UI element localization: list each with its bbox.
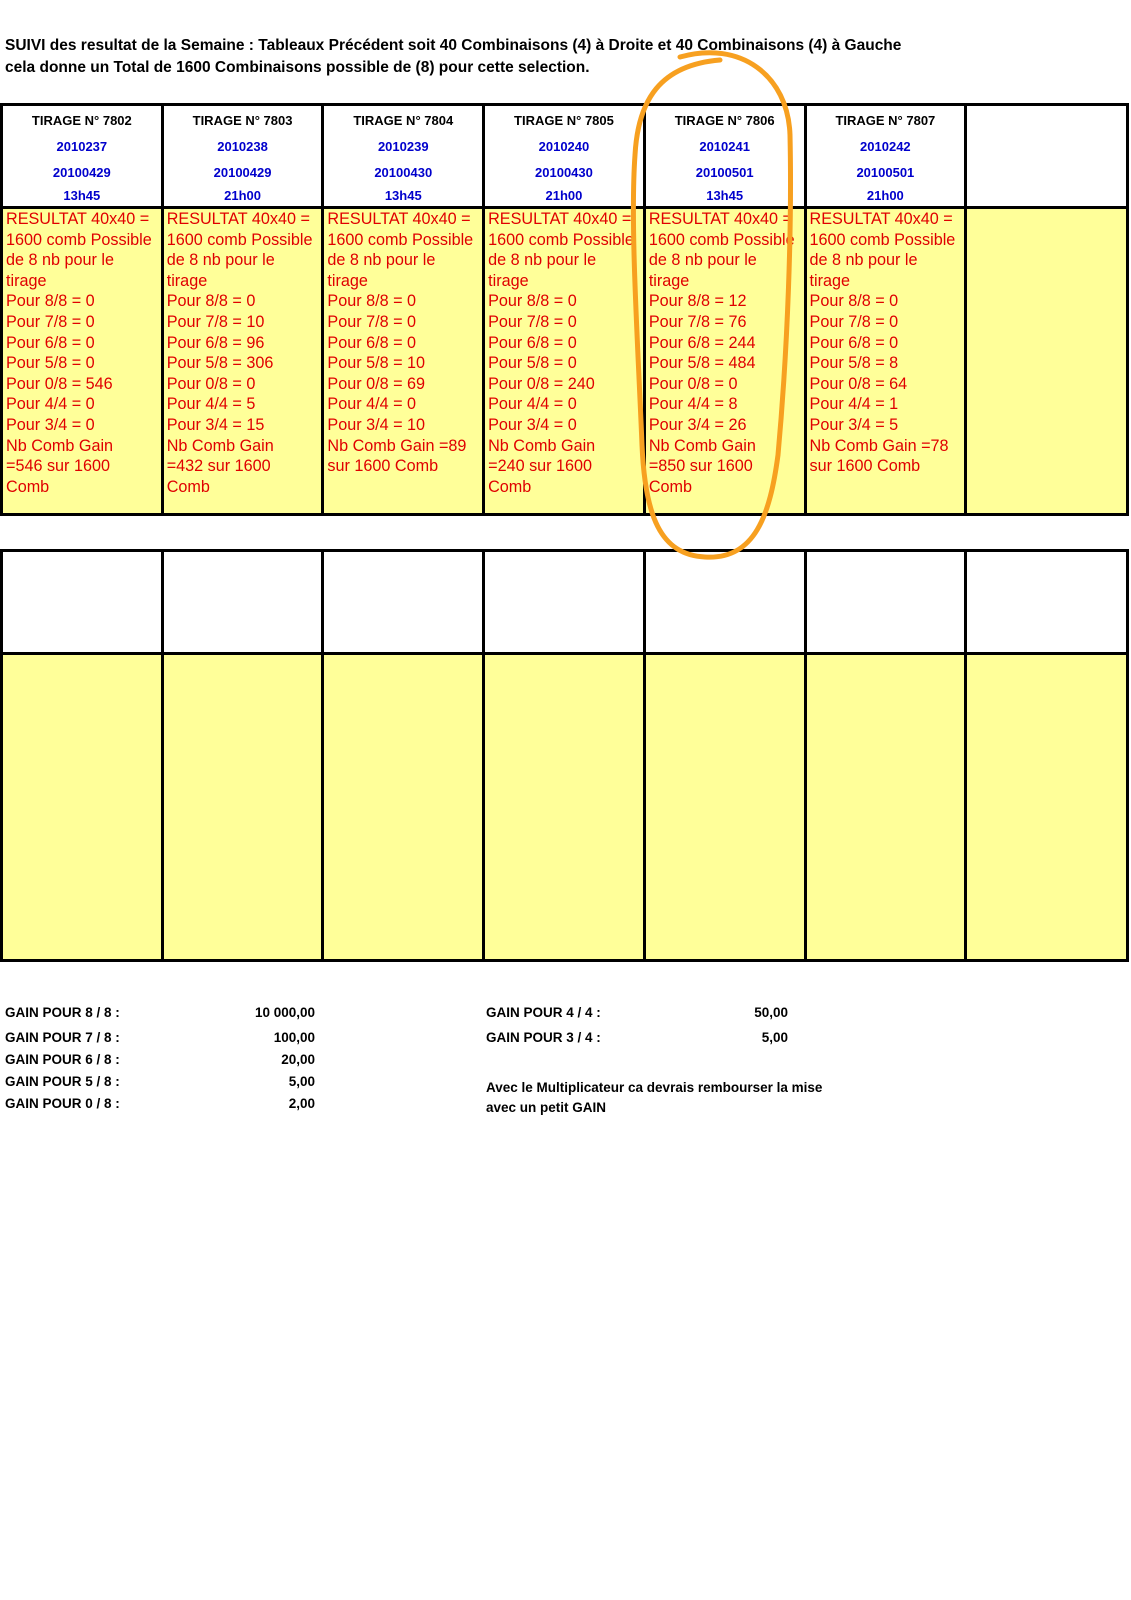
- result-cell-empty: [966, 208, 1128, 515]
- result-line: RESULTAT 40x40 =: [327, 210, 471, 228]
- tirage-date: 20100430: [535, 165, 593, 180]
- gain-label: GAIN POUR 3 / 4 :: [486, 1030, 601, 1045]
- result-7-8: Pour 7/8 = 0: [327, 312, 417, 331]
- header-cell: [644, 105, 805, 208]
- result-cell: [484, 208, 645, 515]
- result-line: tirage: [327, 271, 368, 290]
- result-8-8: Pour 8/8 = 0: [488, 292, 577, 311]
- gain-label: GAIN POUR 6 / 8 :: [5, 1052, 120, 1067]
- tirage-label: TIRAGE N° 7807: [835, 113, 936, 128]
- result-line: tirage: [488, 271, 529, 290]
- gain-summary-line: Comb: [166, 477, 210, 496]
- result-0-8: Pour 0/8 = 0: [166, 374, 256, 393]
- result-3-4: Pour 3/4 = 5: [809, 415, 899, 434]
- empty-results-row: [2, 654, 1128, 961]
- empty-header-cell: [2, 551, 163, 654]
- gain-summary-line: Comb: [648, 477, 692, 496]
- result-cell: [162, 208, 323, 515]
- result-8-8: Pour 8/8 = 0: [809, 292, 899, 311]
- tirage-code: 2010239: [377, 139, 429, 154]
- result-6-8: Pour 6/8 = 0: [327, 333, 417, 352]
- result-5-8: Pour 5/8 = 0: [488, 354, 577, 373]
- result-line: de 8 nb pour le: [6, 251, 115, 270]
- result-3-4: Pour 3/4 = 10: [327, 415, 426, 434]
- multiplier-note: [486, 1078, 822, 1118]
- result-6-8: Pour 6/8 = 0: [6, 333, 95, 352]
- gain-summary-line: =850 sur 1600: [648, 457, 753, 476]
- result-8-8: Pour 8/8 = 0: [6, 292, 95, 311]
- result-cell: [323, 208, 484, 515]
- gain-summary-line: Nb Comb Gain =78: [809, 436, 949, 455]
- tirage-date: 20100501: [695, 165, 754, 180]
- empty-header-cell: [966, 551, 1128, 654]
- result-3-4: Pour 3/4 = 26: [648, 415, 747, 434]
- result-4-4: Pour 4/4 = 0: [6, 395, 95, 414]
- result-line: 1600 comb Possible: [648, 230, 795, 249]
- gain-summary-line: Nb Comb Gain: [648, 436, 756, 455]
- result-6-8: Pour 6/8 = 244: [648, 333, 756, 352]
- result-line: RESULTAT 40x40 =: [6, 210, 150, 228]
- intro-line-2: cela donne un Total de 1600 Combinaisons possible de (8) pour cette selection.: [5, 59, 590, 76]
- tirage-code: 2010242: [860, 139, 911, 154]
- header-cell: [323, 105, 484, 208]
- empty-result-cell: [805, 654, 966, 961]
- gain-value: 100,00: [273, 1030, 315, 1045]
- empty-header-cell: [805, 551, 966, 654]
- empty-results-table: [0, 549, 1129, 962]
- result-line: tirage: [166, 271, 208, 290]
- gain-summary-line: sur 1600 Comb: [327, 457, 439, 476]
- empty-header-cell: [323, 551, 484, 654]
- result-line: 1600 comb Possible: [488, 230, 634, 249]
- header-cell: [805, 105, 966, 208]
- tirage-label: TIRAGE N° 7803: [192, 113, 293, 128]
- gain-label: GAIN POUR 4 / 4 :: [486, 1005, 601, 1020]
- header-cell: [2, 105, 163, 208]
- result-5-8: Pour 5/8 = 8: [809, 354, 899, 373]
- result-3-4: Pour 3/4 = 15: [166, 415, 265, 434]
- result-line: de 8 nb pour le: [327, 251, 436, 270]
- result-line: 1600 comb Possible: [6, 230, 152, 249]
- gain-value: 5,00: [761, 1030, 788, 1045]
- tirage-code: 2010238: [217, 139, 268, 154]
- result-line: tirage: [6, 271, 47, 290]
- result-0-8: Pour 0/8 = 69: [327, 374, 426, 393]
- gains-left-list: [5, 1005, 315, 1125]
- tirage-code: 2010237: [56, 139, 108, 154]
- result-line: de 8 nb pour le: [166, 251, 275, 270]
- result-0-8: Pour 0/8 = 0: [648, 374, 738, 393]
- tirage-code: 2010240: [538, 139, 590, 154]
- empty-result-cell: [966, 654, 1128, 961]
- result-8-8: Pour 8/8 = 12: [648, 292, 747, 311]
- header-cell-empty: [966, 105, 1128, 208]
- tirage-date: 20100501: [856, 165, 915, 180]
- result-line: de 8 nb pour le: [809, 251, 918, 270]
- header-row: [2, 105, 1128, 208]
- gain-value: 2,00: [288, 1096, 315, 1111]
- header-cell: [484, 105, 645, 208]
- result-cell: [644, 208, 805, 515]
- result-0-8: Pour 0/8 = 64: [809, 374, 908, 393]
- gain-summary-line: =546 sur 1600: [6, 457, 110, 476]
- result-line: RESULTAT 40x40 =: [166, 210, 310, 228]
- result-line: RESULTAT 40x40 =: [809, 210, 953, 228]
- result-0-8: Pour 0/8 = 546: [6, 374, 113, 393]
- empty-header-row: [2, 551, 1128, 654]
- gain-summary-line: Nb Comb Gain: [166, 436, 274, 455]
- empty-result-cell: [484, 654, 645, 961]
- result-line: RESULTAT 40x40 =: [648, 210, 793, 228]
- result-line: tirage: [648, 271, 690, 290]
- gain-summary-line: Comb: [488, 477, 532, 496]
- gain-summary-line: =240 sur 1600: [488, 457, 593, 476]
- result-0-8: Pour 0/8 = 240: [488, 374, 595, 393]
- results-table: [0, 103, 1129, 516]
- result-7-8: Pour 7/8 = 0: [809, 312, 899, 331]
- gain-summary-line: Nb Comb Gain =89: [327, 436, 467, 455]
- gain-label: GAIN POUR 0 / 8 :: [5, 1096, 120, 1111]
- result-3-4: Pour 3/4 = 0: [488, 415, 577, 434]
- result-line: tirage: [809, 271, 851, 290]
- gain-summary-line: Nb Comb Gain: [488, 436, 596, 455]
- tirage-time: 13h45: [384, 188, 422, 203]
- result-line: de 8 nb pour le: [648, 251, 757, 270]
- gain-label: GAIN POUR 8 / 8 :: [5, 1005, 120, 1020]
- result-6-8: Pour 6/8 = 0: [488, 333, 577, 352]
- gain-value: 5,00: [288, 1074, 315, 1089]
- empty-result-cell: [644, 654, 805, 961]
- gain-summary-line: Comb: [6, 477, 50, 496]
- result-4-4: Pour 4/4 = 8: [648, 395, 738, 414]
- tirage-label: TIRAGE N° 7804: [353, 113, 454, 128]
- gain-label: GAIN POUR 5 / 8 :: [5, 1074, 120, 1089]
- gain-label: GAIN POUR 7 / 8 :: [5, 1030, 120, 1045]
- note-line: avec un petit GAIN: [486, 1100, 607, 1115]
- result-cell: [805, 208, 966, 515]
- gain-value: 50,00: [754, 1005, 788, 1020]
- empty-result-cell: [2, 654, 163, 961]
- result-6-8: Pour 6/8 = 96: [166, 333, 265, 352]
- tirage-time: 21h00: [224, 188, 261, 203]
- intro-text: [5, 35, 1105, 79]
- tirage-date: 20100430: [374, 165, 433, 180]
- result-line: de 8 nb pour le: [488, 251, 597, 270]
- empty-header-cell: [644, 551, 805, 654]
- tirage-label: [967, 108, 1126, 134]
- gain-value: 10 000,00: [254, 1005, 315, 1020]
- empty-result-cell: [323, 654, 484, 961]
- result-5-8: Pour 5/8 = 484: [648, 354, 756, 373]
- tirage-date: 20100429: [52, 165, 111, 180]
- gain-summary-line: Nb Comb Gain: [6, 436, 114, 455]
- gain-summary-line: =432 sur 1600: [166, 457, 271, 476]
- tirage-label: TIRAGE N° 7806: [674, 113, 775, 128]
- result-7-8: Pour 7/8 = 76: [648, 312, 747, 331]
- gain-summary-line: sur 1600 Comb: [809, 457, 921, 476]
- tirage-date: 20100429: [213, 165, 272, 180]
- result-4-4: Pour 4/4 = 0: [488, 395, 577, 414]
- tirage-label: TIRAGE N° 7805: [514, 113, 614, 128]
- result-4-4: Pour 4/4 = 1: [809, 395, 899, 414]
- empty-result-cell: [162, 654, 323, 961]
- result-7-8: Pour 7/8 = 0: [6, 312, 95, 331]
- result-3-4: Pour 3/4 = 0: [6, 415, 95, 434]
- result-line: 1600 comb Possible: [166, 230, 313, 249]
- result-line: 1600 comb Possible: [327, 230, 474, 249]
- result-5-8: Pour 5/8 = 0: [6, 354, 95, 373]
- result-4-4: Pour 4/4 = 5: [166, 395, 256, 414]
- result-line: 1600 comb Possible: [809, 230, 956, 249]
- result-cell: [2, 208, 163, 515]
- tirage-time: 13h45: [63, 188, 101, 203]
- result-5-8: Pour 5/8 = 10: [327, 354, 426, 373]
- result-4-4: Pour 4/4 = 0: [327, 395, 417, 414]
- intro-line-1: SUIVI des resultat de la Semaine : Tableaux Précédent soit 40 Combinaisons (4) à Droite et 40 Combinaisons (4) à Gauche: [5, 37, 902, 54]
- tirage-label: TIRAGE N° 7802: [31, 113, 132, 128]
- tirage-time: 13h45: [706, 188, 744, 203]
- gains-right-list: [486, 1005, 788, 1055]
- tirage-code: 2010241: [699, 139, 750, 154]
- results-row: [2, 208, 1128, 515]
- result-5-8: Pour 5/8 = 306: [166, 354, 274, 373]
- empty-header-cell: [162, 551, 323, 654]
- result-line: RESULTAT 40x40 =: [488, 210, 632, 228]
- result-8-8: Pour 8/8 = 0: [327, 292, 417, 311]
- result-8-8: Pour 8/8 = 0: [166, 292, 256, 311]
- gain-value: 20,00: [281, 1052, 315, 1067]
- result-7-8: Pour 7/8 = 10: [166, 312, 265, 331]
- empty-header-cell: [484, 551, 645, 654]
- header-cell: [162, 105, 323, 208]
- result-7-8: Pour 7/8 = 0: [488, 312, 577, 331]
- tirage-time: 21h00: [545, 188, 583, 203]
- result-6-8: Pour 6/8 = 0: [809, 333, 899, 352]
- note-line: Avec le Multiplicateur ca devrais rembourser la mise: [486, 1080, 823, 1095]
- tirage-time: 21h00: [866, 188, 904, 203]
